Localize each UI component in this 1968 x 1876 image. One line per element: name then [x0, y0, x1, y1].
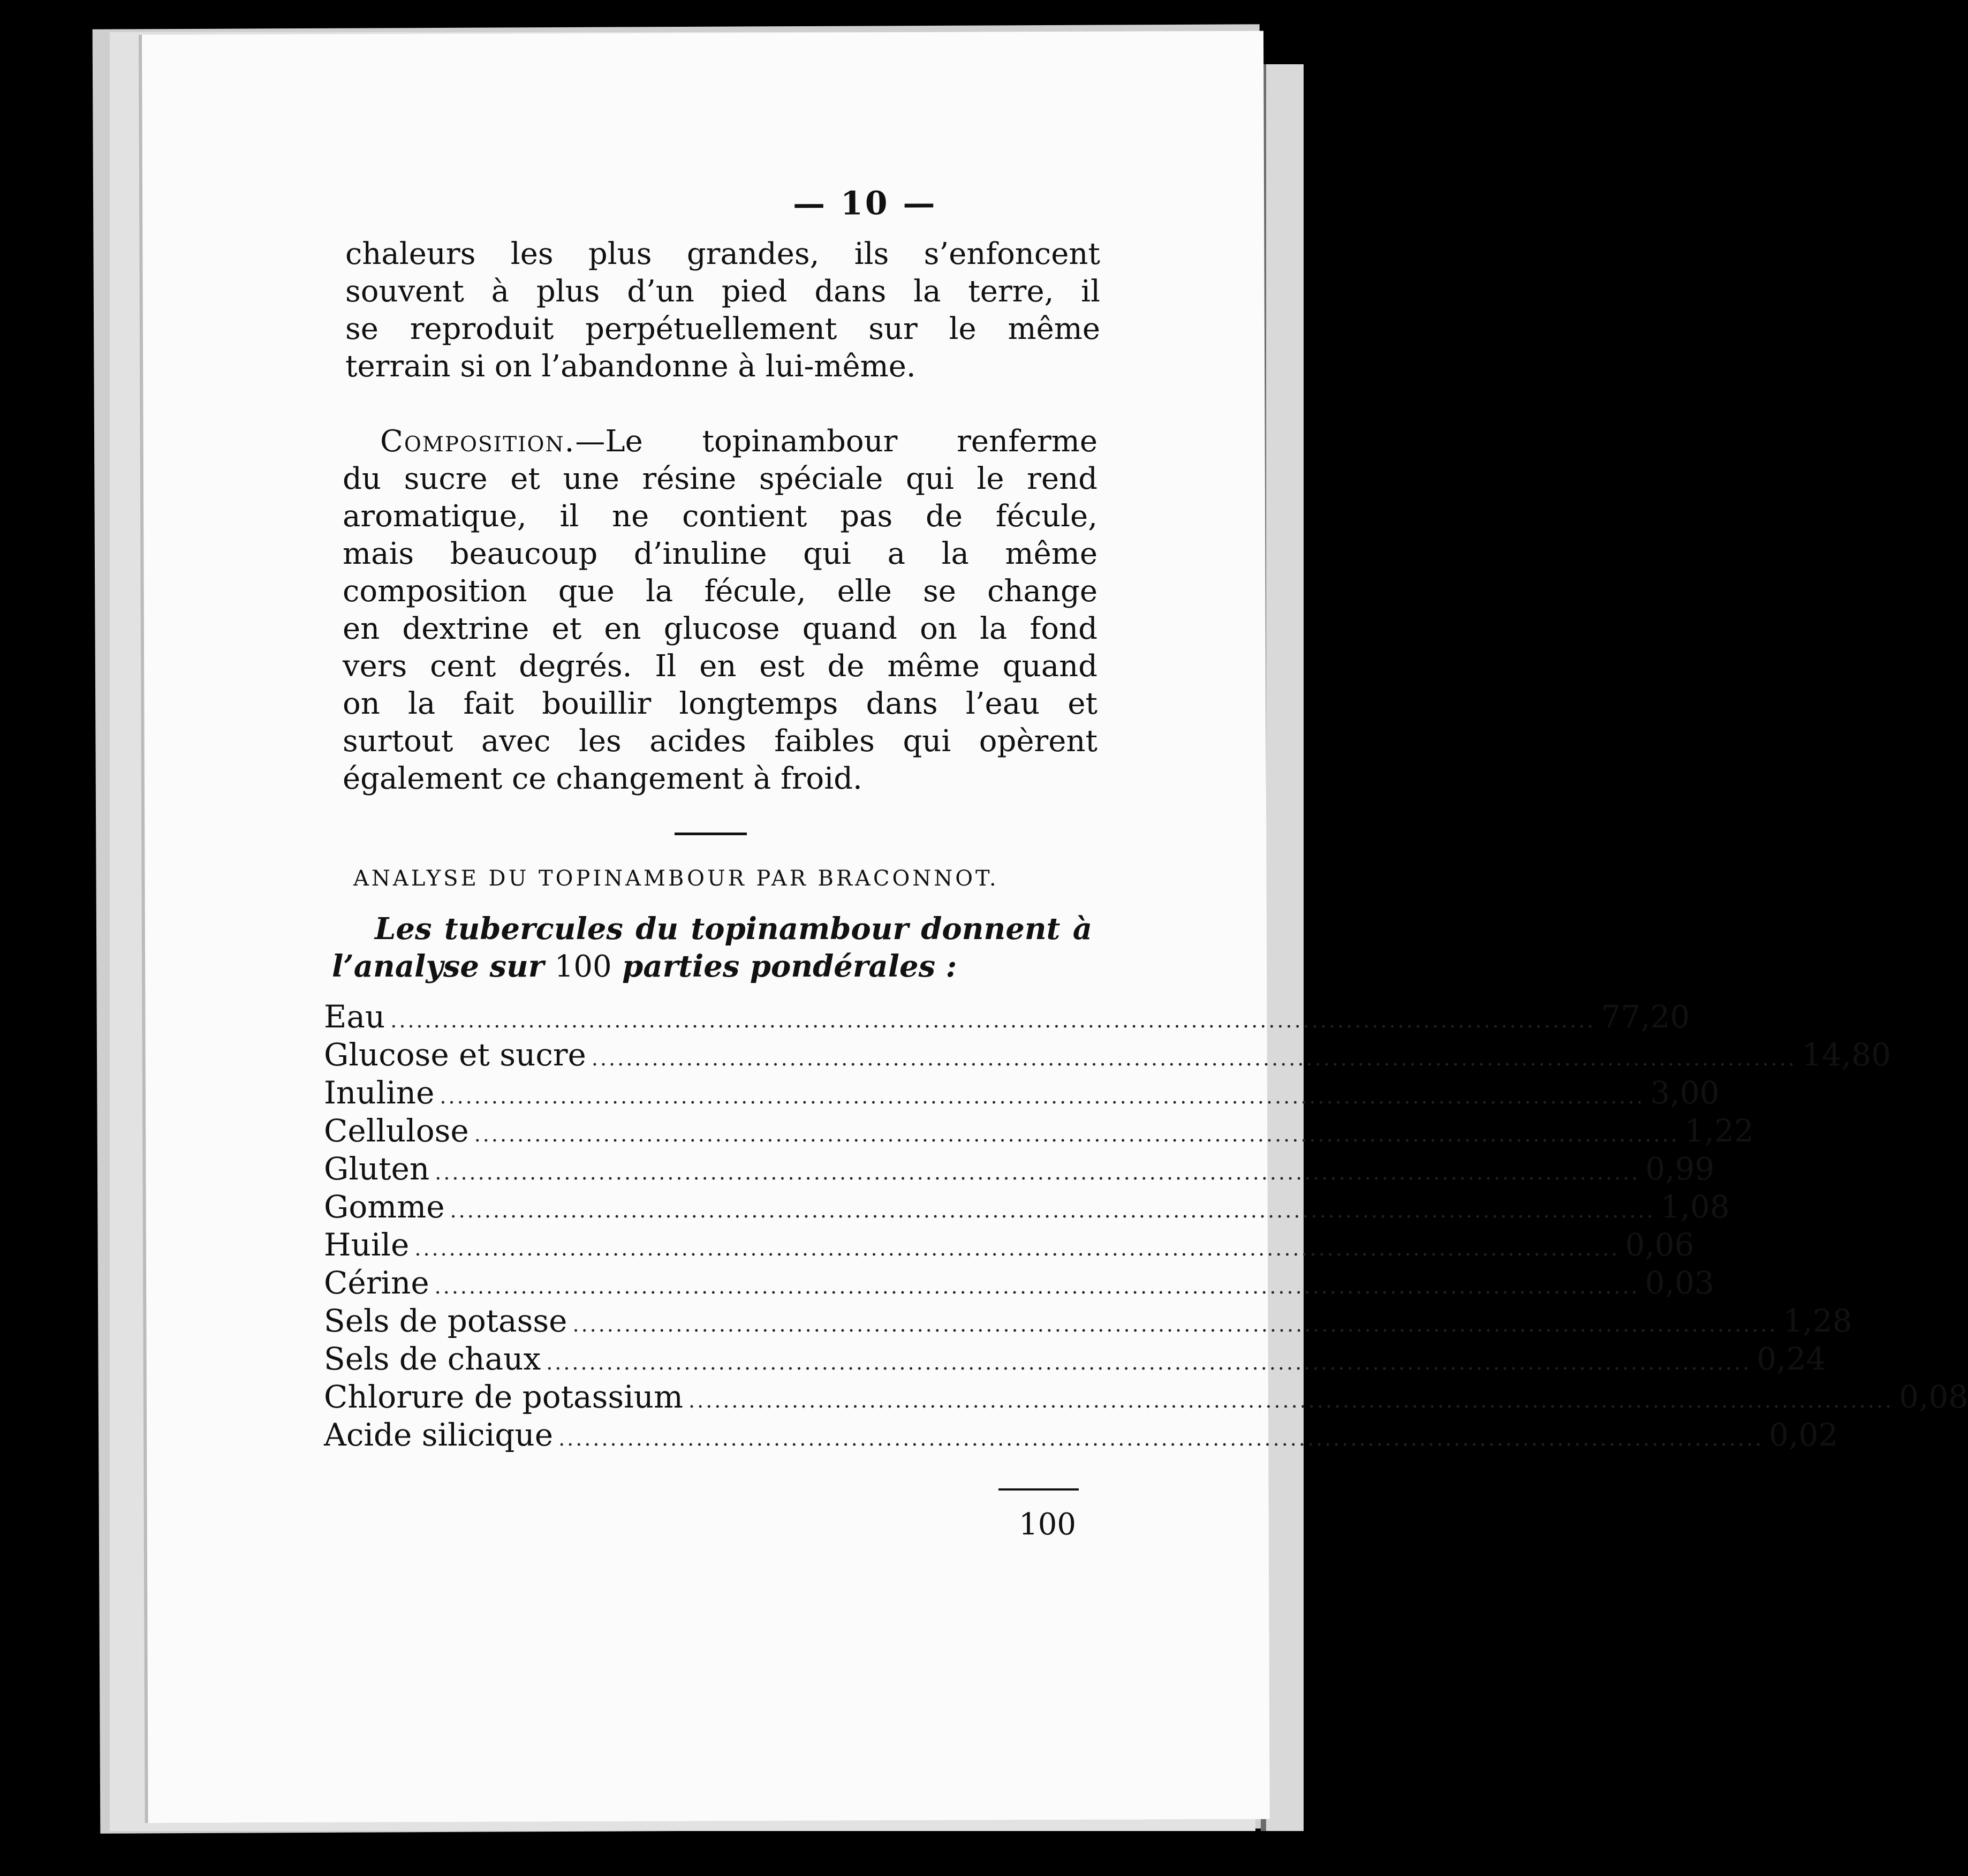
text-line: [343, 423, 1097, 460]
text-line-rest: —Le topinambour renferme: [575, 424, 1097, 459]
section-lead: Composition.: [380, 424, 576, 459]
leader-dots: ............................................................................................................................................: [435, 1161, 1640, 1184]
row-value: 1,08: [1660, 1189, 1730, 1225]
table-row: [324, 1151, 1715, 1189]
total-value: 100: [1019, 1507, 1076, 1542]
table-row: [324, 1341, 1826, 1379]
text-line: aromatique, il ne contient pas de fécule,: [343, 499, 1097, 534]
row-value: 1,22: [1684, 1113, 1754, 1149]
row-label: Eau: [324, 998, 385, 1035]
text-line: se reproduit perpétuellement sur le même: [345, 312, 1100, 346]
row-value: 14,80: [1802, 1037, 1891, 1073]
text-line: on la fait bouillir longtemps dans l’eau et: [343, 686, 1097, 721]
row-label: Sels de chaux: [324, 1341, 541, 1377]
row-label: Glucose et sucre: [324, 1037, 586, 1073]
text-line: mais beaucoup d’inuline qui a la même: [343, 536, 1097, 571]
total-rule: [998, 1488, 1079, 1491]
table-row: [324, 1265, 1714, 1303]
row-value: 0,24: [1757, 1341, 1826, 1377]
row-label: Sels de potasse: [324, 1303, 567, 1339]
row-value: 77,20: [1601, 998, 1690, 1035]
table-row: [324, 1113, 1754, 1151]
analysis-intro: [332, 910, 1092, 986]
leader-dots: ............................................................................................................................................: [572, 1313, 1778, 1336]
leader-dots: ............................................................................................................................................: [434, 1275, 1640, 1298]
paragraph-composition: [343, 423, 1097, 798]
row-value: 3,00: [1650, 1075, 1720, 1111]
intro-number: 100: [554, 949, 612, 984]
leader-dots: ............................................................................................................................................: [450, 1199, 1655, 1222]
analysis-heading: ANALYSE DU TOPINAMBOUR PAR BRACONNOT.: [353, 866, 999, 891]
leader-dots: ............................................................................................................................................: [414, 1237, 1620, 1260]
text-line: terrain si on l’abandonne à lui-même.: [345, 349, 916, 384]
row-label: Acide silicique: [324, 1417, 554, 1453]
text-line: également ce changement à froid.: [343, 761, 862, 796]
row-label: Gomme: [324, 1189, 445, 1225]
row-label: Huile: [324, 1227, 410, 1263]
table-row: [324, 1303, 1852, 1341]
row-label: Cellulose: [324, 1113, 469, 1149]
text-line: chaleurs les plus grandes, ils s’enfoncent: [345, 237, 1100, 271]
intro-text: parties pondérales :: [622, 949, 957, 984]
table-row: [324, 1379, 1968, 1417]
leader-dots: ............................................................................................................................................: [591, 1047, 1797, 1070]
text-line: du sucre et une résine spéciale qui le rend: [343, 462, 1097, 496]
row-value: 0,06: [1625, 1227, 1694, 1263]
paragraph-continuation: [345, 236, 1100, 385]
section-divider: [675, 833, 747, 835]
intro-line: [332, 948, 1092, 986]
row-label: Inuline: [324, 1075, 435, 1111]
leader-dots: ............................................................................................................................................: [390, 1009, 1596, 1032]
row-value: 0,99: [1645, 1151, 1715, 1187]
row-label: Gluten: [324, 1151, 430, 1187]
row-label: Cérine: [324, 1265, 429, 1301]
leader-dots: ............................................................................................................................................: [558, 1427, 1764, 1450]
row-value: 1,28: [1783, 1303, 1852, 1339]
table-row: [324, 1189, 1730, 1227]
text-line: surtout avec les acides faibles qui opèrent: [343, 724, 1097, 759]
text-line: composition que la fécule, elle se change: [343, 574, 1097, 609]
leader-dots: ............................................................................................................................................: [474, 1123, 1679, 1146]
composition-table: [324, 998, 1968, 1455]
intro-line: Les tubercules du topinambour donnent à: [375, 911, 1092, 947]
text-line: en dextrine et en glucose quand on la fond: [343, 611, 1097, 646]
leader-dots: ............................................................................................................................................: [688, 1389, 1894, 1412]
row-label: Chlorure de potassium: [324, 1379, 684, 1415]
row-value: 0,03: [1645, 1265, 1714, 1301]
leader-dots: ............................................................................................................................................: [440, 1085, 1645, 1108]
table-row: [324, 1075, 1720, 1113]
text-line: souvent à plus d’un pied dans la terre, il: [345, 274, 1100, 309]
table-row: [324, 998, 1690, 1037]
row-value: 0,02: [1769, 1417, 1838, 1453]
row-value: 0,08: [1899, 1379, 1968, 1415]
text-line: vers cent degrés. Il en est de même quand: [343, 649, 1097, 684]
intro-text: l’analyse sur: [332, 949, 544, 984]
table-row: [324, 1227, 1694, 1265]
table-row: [324, 1417, 1838, 1455]
table-row: [324, 1037, 1891, 1075]
leader-dots: ............................................................................................................................................: [546, 1351, 1752, 1374]
page-number: — 10 —: [792, 184, 937, 223]
